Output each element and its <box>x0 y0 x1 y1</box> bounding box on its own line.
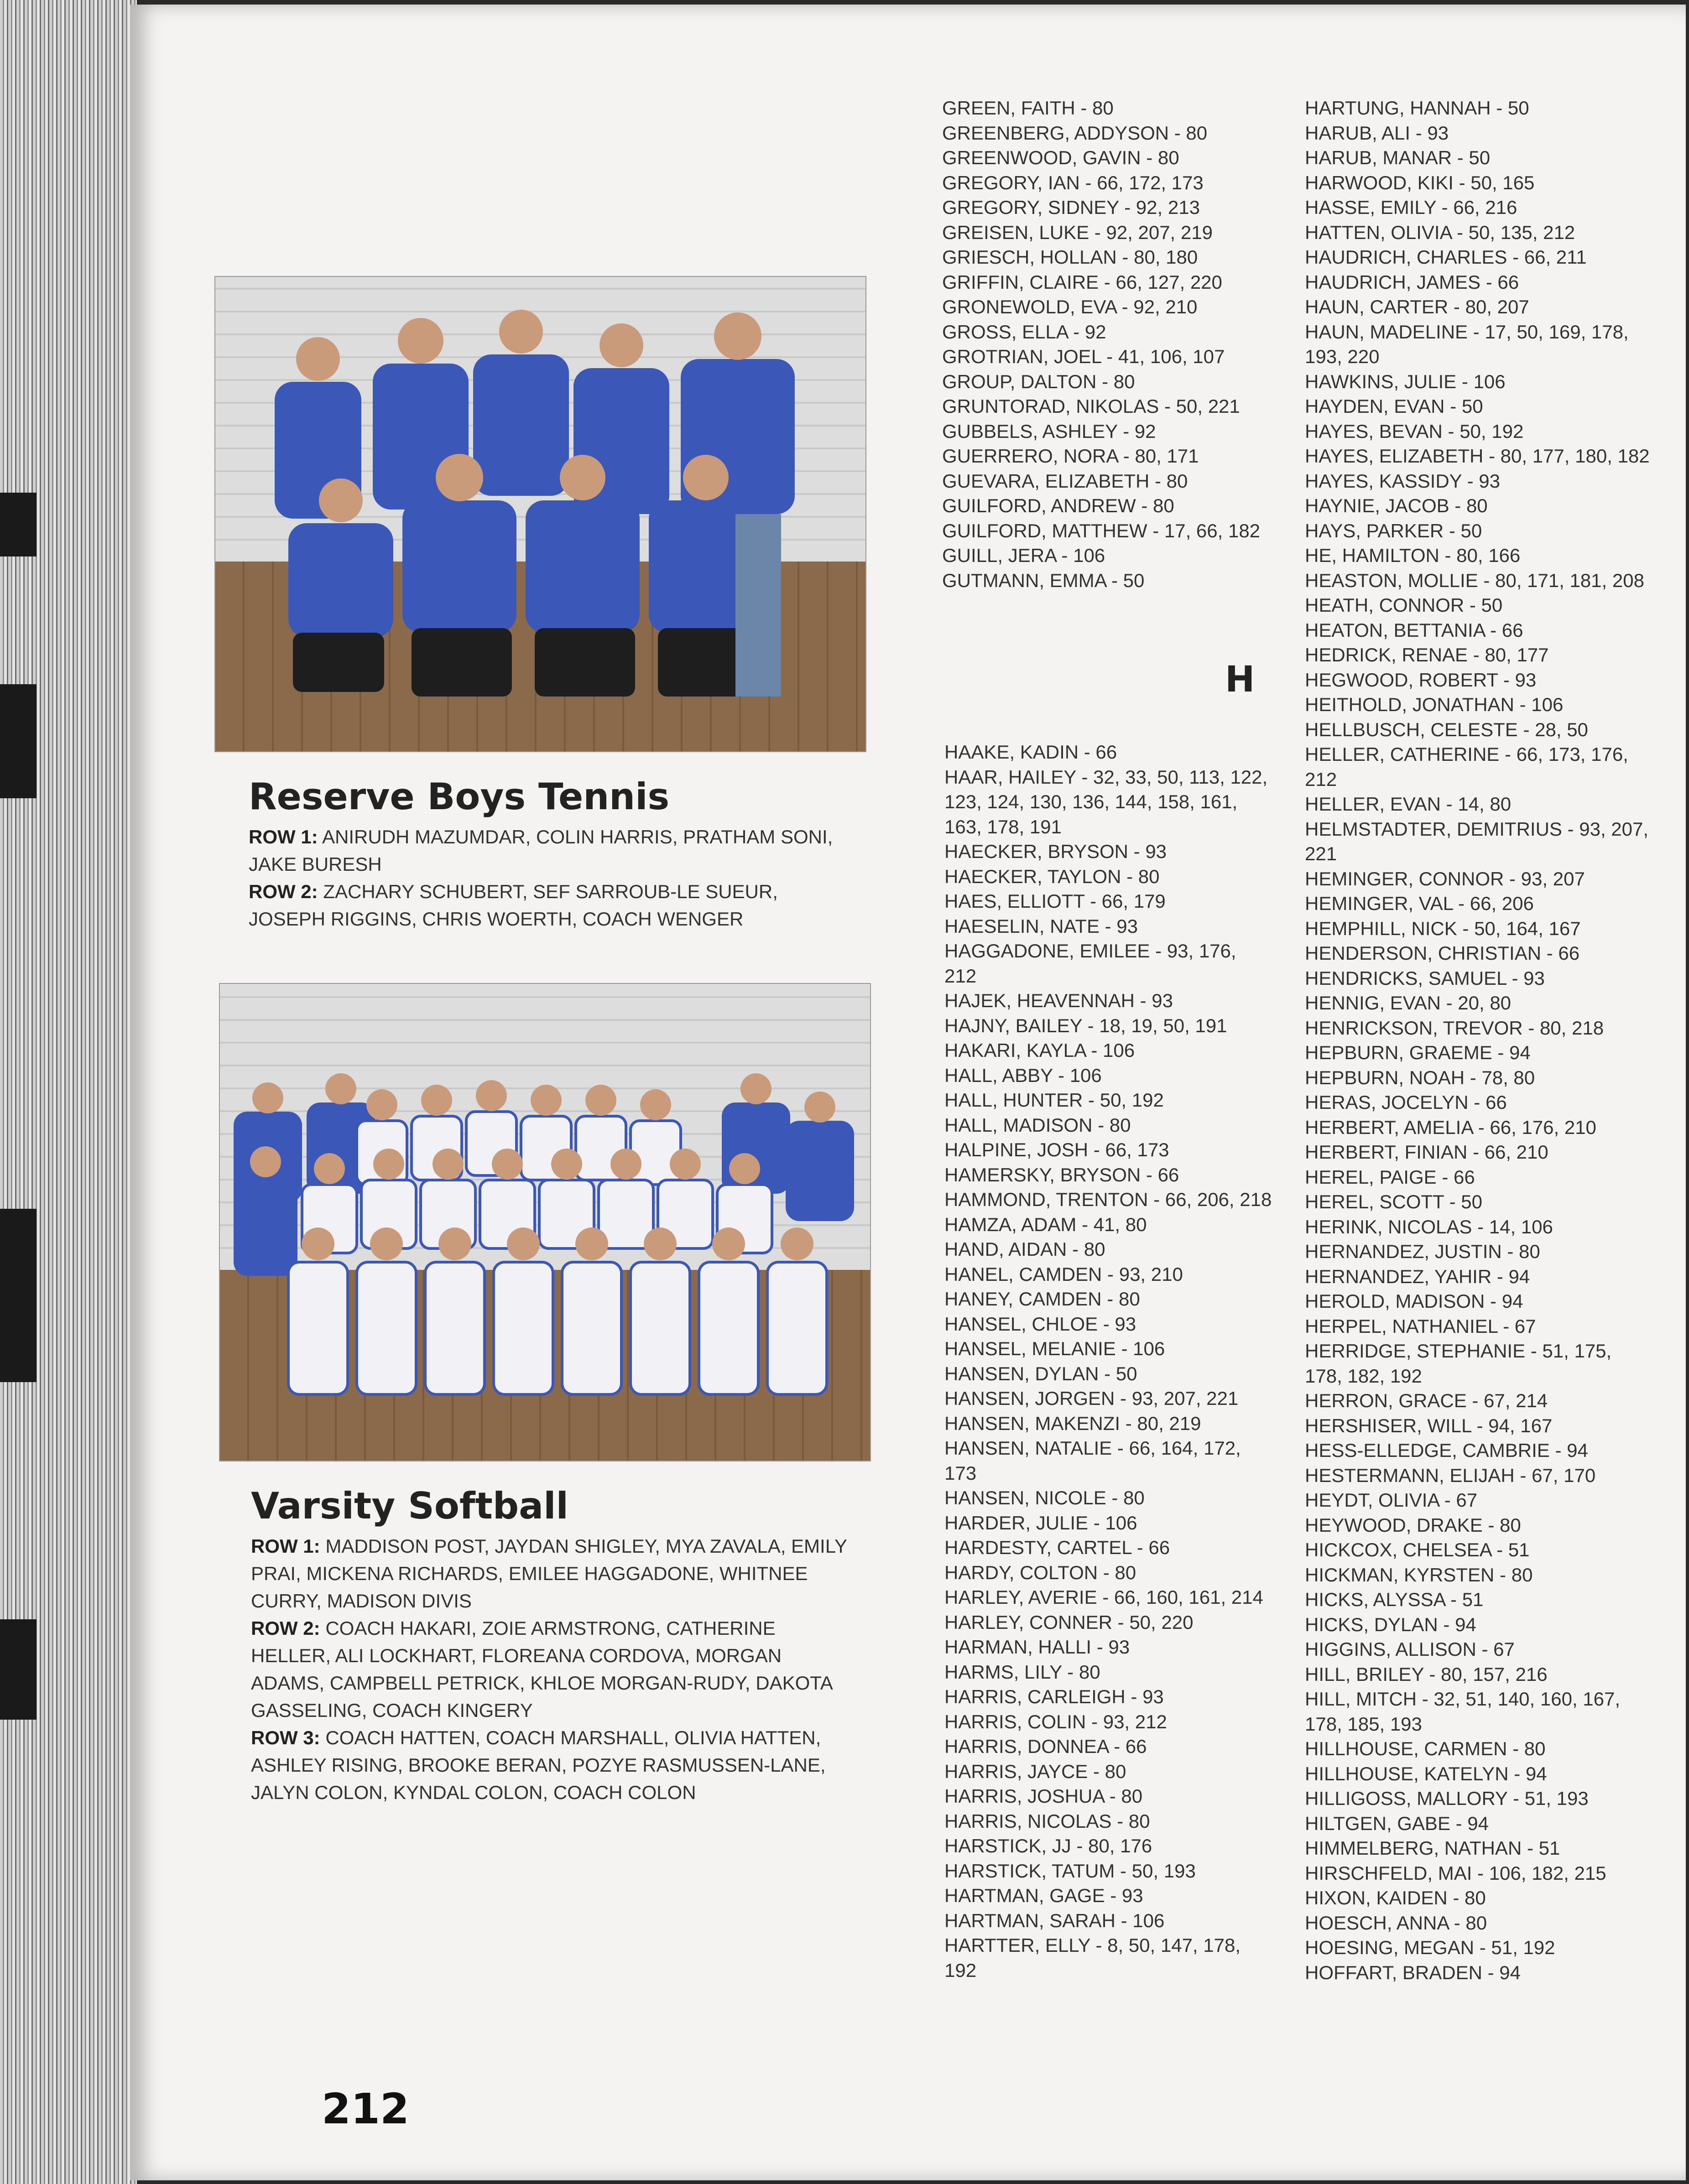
index-entry: HICKMAN, KYRSTEN - 80 <box>1305 1564 1533 1586</box>
index-entry: GROSS, ELLA - 92 <box>942 321 1106 343</box>
index-entry: HERAS, JOCELYN - 66 <box>1305 1092 1507 1113</box>
index-entry: HAAKE, KADIN - 66 <box>944 741 1117 763</box>
index-entry: HERSHISER, WILL - 94, 167 <box>1305 1414 1553 1436</box>
index-entry: HANSEN, DYLAN - 50 <box>944 1362 1137 1384</box>
index-entry: HANSEN, JORGEN - 93, 207, 221 <box>944 1388 1239 1409</box>
index-entry: HARDER, JULIE - 106 <box>944 1512 1137 1534</box>
index-entry: HERBERT, AMELIA - 66, 176, 210 <box>1305 1116 1596 1138</box>
index-entry: HARMS, LILY - 80 <box>944 1661 1100 1683</box>
index-entry: HENDERSON, CHRISTIAN - 66 <box>1305 942 1580 964</box>
index-entry: HICKCOX, CHELSEA - 51 <box>1305 1539 1530 1560</box>
index-entry: HELMSTADTER, DEMITRIUS - 93, 207, 221 <box>1305 818 1649 864</box>
index-entry: HARRIS, CARLEIGH - 93 <box>944 1686 1164 1707</box>
index-entry: HASSE, EMILY - 66, 216 <box>1305 197 1517 218</box>
index-entry: HERRON, GRACE - 67, 214 <box>1305 1390 1548 1411</box>
index-entry: HIRSCHFELD, MAI - 106, 182, 215 <box>1305 1862 1606 1884</box>
index-entry: GREGORY, SIDNEY - 92, 213 <box>942 197 1200 218</box>
index-entry: GUERRERO, NORA - 80, 171 <box>942 445 1199 467</box>
caption-title: Varsity Softball <box>251 1485 568 1527</box>
letter-heading: H <box>1225 659 1255 700</box>
page-number: 212 <box>322 2085 410 2133</box>
varsity-softball-photo <box>219 983 871 1461</box>
index-entry: HAES, ELLIOTT - 66, 179 <box>944 890 1166 912</box>
index-entry: HAUDRICH, CHARLES - 66, 211 <box>1305 246 1587 268</box>
index-entry: HERPEL, NATHANIEL - 67 <box>1305 1315 1536 1337</box>
index-entry: GROUP, DALTON - 80 <box>942 370 1135 392</box>
index-entry: HENRICKSON, TREVOR - 80, 218 <box>1305 1017 1604 1039</box>
caption-row <box>249 823 855 878</box>
index-entry: HERNANDEZ, JUSTIN - 80 <box>1305 1241 1540 1262</box>
caption-row <box>251 1724 858 1806</box>
index-entry: HAYES, KASSIDY - 93 <box>1305 470 1500 492</box>
index-entry: HEPBURN, GRAEME - 94 <box>1305 1042 1531 1063</box>
index-entry: HATTEN, OLIVIA - 50, 135, 212 <box>1305 221 1575 243</box>
index-entry: HAGGADONE, EMILEE - 93, 176, 212 <box>944 940 1236 987</box>
index-entry: HARTMAN, GAGE - 93 <box>944 1885 1143 1906</box>
index-entry: HEDRICK, RENAE - 80, 177 <box>1305 644 1549 666</box>
index-entry: HERINK, NICOLAS - 14, 106 <box>1305 1216 1553 1238</box>
index-entry: HIMMELBERG, NATHAN - 51 <box>1305 1837 1560 1859</box>
index-entry: HELLER, EVAN - 14, 80 <box>1305 793 1512 815</box>
yearbook-page <box>130 5 1686 2180</box>
index-entry: GUILL, JERA - 106 <box>942 545 1105 566</box>
index-entry: GREENBERG, ADDYSON - 80 <box>942 122 1208 144</box>
index-entry: HILL, MITCH - 32, 51, 140, 160, 167, 178, 185, 193 <box>1305 1688 1621 1735</box>
index-entry: HAUDRICH, JAMES - 66 <box>1305 271 1519 293</box>
index-entry: HESTERMANN, ELIJAH - 67, 170 <box>1305 1464 1596 1486</box>
index-entry: HAKARI, KAYLA - 106 <box>944 1040 1135 1061</box>
index-entry: HANSEL, MELANIE - 106 <box>944 1338 1165 1359</box>
index-entry: HIXON, KAIDEN - 80 <box>1305 1887 1486 1908</box>
caption-row <box>251 1533 858 1615</box>
index-entry: HILLIGOSS, MALLORY - 51, 193 <box>1305 1788 1589 1809</box>
index-entry: GRIFFIN, CLAIRE - 66, 127, 220 <box>942 271 1222 293</box>
index-entry: HARSTICK, JJ - 80, 176 <box>944 1835 1152 1856</box>
index-entry: GREENWOOD, GAVIN - 80 <box>942 147 1179 168</box>
index-entry: HAUN, CARTER - 80, 207 <box>1305 296 1529 317</box>
index-entry: HAYDEN, EVAN - 50 <box>1305 395 1483 417</box>
index-entry: HILLHOUSE, CARMEN - 80 <box>1305 1738 1546 1759</box>
row-names: ZACHARY SCHUBERT, SEF SARROUB-LE SUEUR, JOSEPH RIGGINS, CHRIS WOERTH, COACH WENGER <box>249 881 778 930</box>
index-entry: HAECKER, TAYLON - 80 <box>944 865 1160 887</box>
edge-tab <box>0 1619 36 1720</box>
index-entry: HIGGINS, ALLISON - 67 <box>1305 1638 1515 1660</box>
index-entry: HEITHOLD, JONATHAN - 106 <box>1305 694 1564 715</box>
index-entry: HESS-ELLEDGE, CAMBRIE - 94 <box>1305 1440 1588 1461</box>
index-entry: HENDRICKS, SAMUEL - 93 <box>1305 967 1545 989</box>
index-entry: HEPBURN, NOAH - 78, 80 <box>1305 1066 1535 1088</box>
index-entry: HEATON, BETTANIA - 66 <box>1305 619 1523 641</box>
index-entry: HOFFART, BRADEN - 94 <box>1305 1961 1521 1983</box>
index-entry: GREISEN, LUKE - 92, 207, 219 <box>942 221 1213 243</box>
index-entry: GUILFORD, ANDREW - 80 <box>942 495 1174 516</box>
index-entry: HALPINE, JOSH - 66, 173 <box>944 1139 1169 1160</box>
index-entry: HEYWOOD, DRAKE - 80 <box>1305 1514 1521 1536</box>
reserve-boys-tennis-photo <box>214 276 866 752</box>
index-entry: HAMMOND, TRENTON - 66, 206, 218 <box>944 1189 1272 1210</box>
index-entry: HAYNIE, JACOB - 80 <box>1305 495 1488 516</box>
index-entry: HILLHOUSE, KATELYN - 94 <box>1305 1763 1547 1784</box>
index-entry: HARTMAN, SARAH - 106 <box>944 1909 1165 1931</box>
index-entry: HAJEK, HEAVENNAH - 93 <box>944 990 1173 1011</box>
index-entry: HERRIDGE, STEPHANIE - 51, 175, 178, 182, 192 <box>1305 1340 1612 1387</box>
index-entry: HARLEY, AVERIE - 66, 160, 161, 214 <box>944 1586 1263 1608</box>
index-entry: GROTRIAN, JOEL - 41, 106, 107 <box>942 346 1225 367</box>
book-page-edges <box>0 0 137 2184</box>
index-entry: HARRIS, DONNEA - 66 <box>944 1736 1147 1757</box>
index-entry: GRONEWOLD, EVA - 92, 210 <box>942 296 1198 317</box>
row-names: COACH HATTEN, COACH MARSHALL, OLIVIA HATTEN, ASHLEY RISING, BROOKE BERAN, POZYE RASMUSSEN-LANE, JALYN COLON, KYNDAL COLON, COACH COLON <box>251 1727 826 1803</box>
index-entry: HE, HAMILTON - 80, 166 <box>1305 545 1521 566</box>
index-entry: HARRIS, JOSHUA - 80 <box>944 1785 1143 1807</box>
index-entry: HILL, BRILEY - 80, 157, 216 <box>1305 1663 1548 1685</box>
index-entry: HARRIS, JAYCE - 80 <box>944 1760 1126 1782</box>
index-column-1-top <box>942 96 1271 593</box>
index-entry: GUILFORD, MATTHEW - 17, 66, 182 <box>942 520 1261 541</box>
row-label: ROW 2: <box>251 1617 320 1639</box>
index-entry: HICKS, DYLAN - 94 <box>1305 1613 1476 1635</box>
index-entry: HARDESTY, CARTEL - 66 <box>944 1537 1170 1558</box>
index-entry: GUTMANN, EMMA - 50 <box>942 569 1145 591</box>
row-label: ROW 1: <box>249 826 318 848</box>
index-entry: HEMINGER, VAL - 66, 206 <box>1305 893 1534 914</box>
index-entry: HANSEL, CHLOE - 93 <box>944 1313 1136 1335</box>
index-entry: HARTUNG, HANNAH - 50 <box>1305 97 1529 119</box>
index-entry: HEROLD, MADISON - 94 <box>1305 1290 1523 1312</box>
index-entry: HEMINGER, CONNOR - 93, 207 <box>1305 868 1585 889</box>
index-entry: HAYS, PARKER - 50 <box>1305 520 1482 541</box>
row-label: ROW 1: <box>251 1535 320 1557</box>
index-entry: HEREL, PAIGE - 66 <box>1305 1166 1475 1188</box>
index-entry: HARSTICK, TATUM - 50, 193 <box>944 1860 1196 1882</box>
index-entry: HALL, HUNTER - 50, 192 <box>944 1089 1164 1111</box>
index-entry: HANEY, CAMDEN - 80 <box>944 1288 1140 1310</box>
index-entry: HEREL, SCOTT - 50 <box>1305 1191 1482 1212</box>
index-entry: HAJNY, BAILEY - 18, 19, 50, 191 <box>944 1014 1227 1036</box>
index-entry: HARUB, ALI - 93 <box>1305 122 1449 144</box>
index-entry: GRUNTORAD, NIKOLAS - 50, 221 <box>942 395 1240 417</box>
index-entry: HELLER, CATHERINE - 66, 173, 176, 212 <box>1305 744 1628 790</box>
index-entry: HAESELIN, NATE - 93 <box>944 915 1138 937</box>
edge-tab <box>0 493 36 556</box>
index-entry: GREEN, FAITH - 80 <box>942 97 1114 119</box>
caption-title: Reserve Boys Tennis <box>249 775 670 818</box>
index-entry: HARRIS, NICOLAS - 80 <box>944 1810 1150 1832</box>
index-entry: HERNANDEZ, YAHIR - 94 <box>1305 1265 1530 1287</box>
row-names: ANIRUDH MAZUMDAR, COLIN HARRIS, PRATHAM SONI, JAKE BURESH <box>249 826 833 875</box>
caption-row <box>249 878 855 933</box>
index-entry: GUBBELS, ASHLEY - 92 <box>942 420 1156 442</box>
index-entry: HAMZA, ADAM - 41, 80 <box>944 1213 1147 1235</box>
index-entry: HARWOOD, KIKI - 50, 165 <box>1305 172 1535 193</box>
index-entry: HANSEN, NATALIE - 66, 164, 172, 173 <box>944 1437 1241 1484</box>
row-names: COACH HAKARI, ZOIE ARMSTRONG, CATHERINE HELLER, ALI LOCKHART, FLOREANA CORDOVA, MORGAN ADAMS, CAMPBELL PETRICK, KHLOE MORGAN-RUDY, DAKOTA GASSELING, COACH KINGERY <box>251 1617 832 1721</box>
index-entry: HAAR, HAILEY - 32, 33, 50, 113, 122, 123, 124, 130, 136, 144, 158, 161, 163, 178, 191 <box>944 766 1268 837</box>
index-entry: HAUN, MADELINE - 17, 50, 169, 178, 193, 220 <box>1305 321 1629 367</box>
index-column-1-bottom <box>944 740 1273 1983</box>
caption-body <box>251 1533 858 1806</box>
index-entry: HILTGEN, GABE - 94 <box>1305 1812 1489 1834</box>
row-names: MADDISON POST, JAYDAN SHIGLEY, MYA ZAVALA, EMILY PRAI, MICKENA RICHARDS, EMILEE HAGGADONE, WHITNEE CURRY, MADISON DIVIS <box>251 1535 847 1612</box>
caption-body <box>249 823 855 933</box>
index-entry: HAWKINS, JULIE - 106 <box>1305 370 1506 392</box>
index-entry: HERBERT, FINIAN - 66, 210 <box>1305 1141 1548 1163</box>
index-entry: HEASTON, MOLLIE - 80, 171, 181, 208 <box>1305 569 1644 591</box>
index-entry: HARLEY, CONNER - 50, 220 <box>944 1611 1194 1633</box>
index-entry: HANSEN, MAKENZI - 80, 219 <box>944 1412 1201 1434</box>
index-entry: HARTTER, ELLY - 8, 50, 147, 178, 192 <box>944 1934 1241 1981</box>
index-entry: GUEVARA, ELIZABETH - 80 <box>942 470 1188 492</box>
index-entry: HAYES, ELIZABETH - 80, 177, 180, 182 <box>1305 445 1650 467</box>
edge-tab <box>0 1209 36 1382</box>
index-entry: HANSEN, NICOLE - 80 <box>944 1487 1145 1508</box>
index-entry: HALL, ABBY - 106 <box>944 1064 1102 1086</box>
index-entry: HAMERSKY, BRYSON - 66 <box>944 1164 1179 1186</box>
index-column-2 <box>1305 96 1652 1985</box>
index-entry: HOESCH, ANNA - 80 <box>1305 1912 1487 1934</box>
index-entry: HELLBUSCH, CELESTE - 28, 50 <box>1305 718 1588 740</box>
row-label: ROW 3: <box>251 1727 320 1748</box>
index-entry: HOESING, MEGAN - 51, 192 <box>1305 1937 1555 1958</box>
index-entry: HARUB, MANAR - 50 <box>1305 147 1491 168</box>
index-entry: HARMAN, HALLI - 93 <box>944 1636 1130 1658</box>
index-entry: HEYDT, OLIVIA - 67 <box>1305 1489 1478 1511</box>
index-entry: GRIESCH, HOLLAN - 80, 180 <box>942 246 1198 268</box>
index-entry: GREGORY, IAN - 66, 172, 173 <box>942 172 1204 193</box>
index-entry: HENNIG, EVAN - 20, 80 <box>1305 992 1512 1014</box>
index-entry: HALL, MADISON - 80 <box>944 1114 1131 1136</box>
index-entry: HEMPHILL, NICK - 50, 164, 167 <box>1305 917 1581 939</box>
index-entry: HICKS, ALYSSA - 51 <box>1305 1589 1484 1610</box>
index-entry: HANEL, CAMDEN - 93, 210 <box>944 1263 1183 1285</box>
index-entry: HEATH, CONNOR - 50 <box>1305 594 1503 616</box>
index-entry: HARDY, COLTON - 80 <box>944 1561 1136 1583</box>
caption-row <box>251 1615 858 1724</box>
row-label: ROW 2: <box>249 881 318 902</box>
index-entry: HAND, AIDAN - 80 <box>944 1238 1105 1260</box>
index-entry: HARRIS, COLIN - 93, 212 <box>944 1711 1167 1732</box>
index-entry: HAYES, BEVAN - 50, 192 <box>1305 420 1524 442</box>
edge-tab <box>0 684 36 798</box>
index-entry: HEGWOOD, ROBERT - 93 <box>1305 669 1537 691</box>
index-entry: HAECKER, BRYSON - 93 <box>944 841 1167 862</box>
